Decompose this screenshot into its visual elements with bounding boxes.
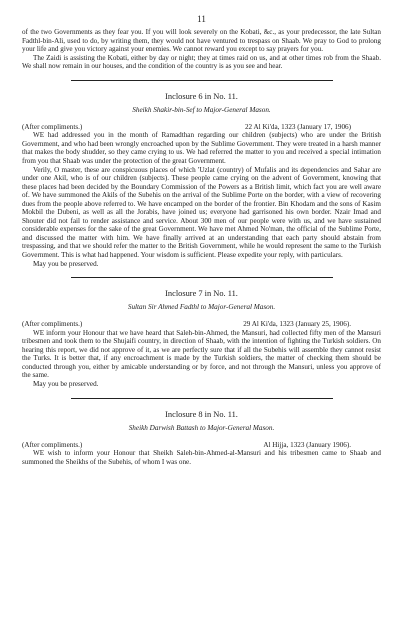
compliments: (After compliments.) [22, 122, 83, 131]
compliments: (After compliments.) [22, 440, 83, 449]
intro-section [22, 28, 381, 71]
intro-paragraph: of the two Governments as they fear you. If you will look severely on the Kobati, &c., as your predecessor, the late Sultan Fadthl-bin-Ali, used to do, by writing them, they would not have ventured to trespass on Shaab. We pray to God to prolong your life and give you victory against your enemies. We cannot reward you except to say prayers for you. [22, 28, 381, 54]
compliments: (After compliments.) [22, 320, 83, 329]
letter-date: Al Hijja, 1323 (January 1906). [263, 440, 351, 449]
inclosure-subtitle: Sheikh Shakir-bin-Sef to Major-General Mason. [132, 105, 271, 114]
section-divider [71, 398, 333, 399]
inclosure-title: Inclosure 6 in No. 11. [165, 91, 238, 101]
letter-paragraph: WE inform your Honour that we have heard that Saleh-bin-Ahmed, the Mansuri, had collected fifty men of the Mansuri tribesmen and took them to the Shujaifi country, in direction of Shaab, with the intention of fighting the Turkish soldiers. On hearing this report, we did not approve of it, as we are perfectly sure that if all the Subehis will assemble they cannot resist the Turks. It is better that, if any encroachment is made by the Turkish soldiers, the matter of checking them should be conducted through you, either by amicable understanding or by force, and not through the Mansuri, unless you approve of the same. [22, 328, 381, 380]
letter-date: 29 Al Ki'da, 1323 (January 25, 1906). [243, 320, 351, 329]
section-divider [71, 80, 333, 81]
inclosure-title: Inclosure 7 in No. 11. [165, 289, 238, 299]
intro-paragraph: The Zaidi is assisting the Kobati, either by day or night; they at times raid on us, and at other times rob from the Shaab. We shall now remain in our houses, and the condition of the country is as you see and hear. [22, 53, 381, 71]
letter-date: 22 Al Ki'da, 1323 (January 17, 1906) [244, 122, 351, 131]
inclosure-6 [22, 92, 381, 268]
dateline [22, 441, 381, 450]
letter-paragraph: WE wish to inform your Honour that Sheikh Saleh-bin-Ahmed-al-Mansuri and his tribesmen came to Shaab and summoned the Sheikhs of the Subehis, of whom I was one. [22, 449, 381, 466]
inclosure-subtitle: Sheikh Darwish Battash to Major-General Mason. [128, 423, 275, 432]
dateline [22, 123, 381, 132]
letter-paragraph: Verily, O master, these are conspicuous places of which 'Uzlat (country) of Mufalis and its dependencies and Sahar are under one Akil, who is of our children (subjects). These people came crying on the advent of Government, knowing that these places had been decided by the Boundary Commission of the Powers as a British limit, which fact you are well aware of. We have summoned the Akils of the Subehis on the arrival of the Sublime Porte on the border, with a view of recovering dues from the people above referred to. We have encamped on the border of the frontier. Bin Khodam and the sons of Kasim Mokbil the Dubeni, as well as all the Jorabis, have joined us; everyone had garrisoned his own border. Nzair Imad and Shouter did not fail to render assistance and service. About 300 men of our people were with us, and we have sustained considerable expenses for the sake of the great Government. We have met Ahmed No'man, the official of the Sublime Porte, and discussed the matter with him. We have finally arrived at an understanding that each party should abstain from trespassing, and that we should refer the matter to the British Government, while he would represent the same to the Turkish Government. This is what had happened. Your wisdom is sufficient. Please expedite your reply, with particulars. [22, 165, 381, 259]
inclosure-8 [22, 410, 381, 467]
letter-paragraph: WE had addressed you in the month of Ramadthan regarding our children (subjects) who are under the British Government, and who had been wrongly encroached upon by the Sublime Government. They were treated in a harsh manner that makes the body shudder, so they came crying to us. We had referred the matter to you and received a special intimation from you that Shaab was under the protection of the great Government. [22, 131, 381, 165]
section-divider [71, 277, 333, 278]
letter-closing: May you be preserved. [33, 379, 99, 388]
inclosure-subtitle: Sultan Sir Ahmed Fadthl to Major-General Mason. [127, 303, 276, 312]
page-number: 11 [197, 14, 206, 24]
letter-closing: May you be preserved. [33, 259, 99, 268]
dateline [22, 320, 381, 329]
inclosure-title: Inclosure 8 in No. 11. [165, 409, 238, 419]
inclosure-7 [22, 289, 381, 388]
